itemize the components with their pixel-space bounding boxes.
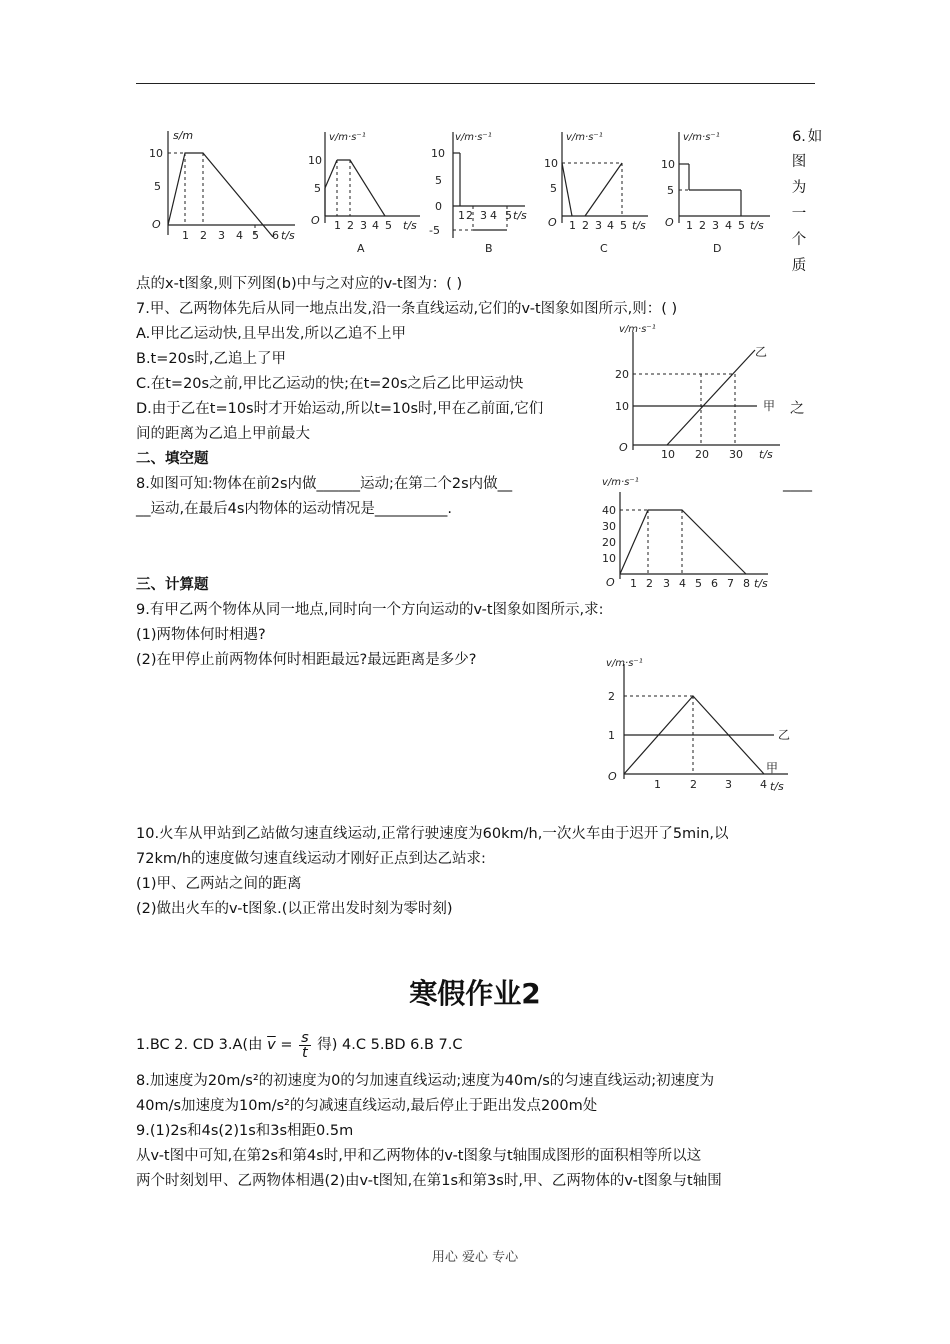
answer-9-line3: 两个时刻划甲、乙两物体相遇(2)由v-t图知,在第1s和第3s时,甲、乙两物体的v-t图象与t轴围 [136, 1173, 722, 1189]
ylabel: v/m·s⁻¹ [455, 132, 492, 143]
ytick: 30 [602, 520, 616, 533]
xtick: 10 [661, 448, 675, 461]
xtick: 1 [654, 778, 661, 791]
q10-line1: 10.火车从甲站到乙站做匀速直线运动,正常行驶速度为60km/h,一次火车由于迟开了5min,以 [136, 826, 729, 842]
ytick: 20 [615, 368, 629, 381]
xtick: 1 [458, 209, 465, 222]
q9-part1: (1)两物体何时相遇? [136, 627, 266, 643]
equals: = [280, 1037, 293, 1053]
origin: O [665, 216, 674, 229]
q7-option-d-cont: 间的距离为乙追上甲前最大 [136, 426, 310, 442]
caption: D [713, 242, 722, 255]
ytick: 10 [544, 157, 558, 170]
q7-option-a: A.甲比乙运动快,且早出发,所以乙追不上甲 [136, 326, 406, 342]
xtick: 4 [679, 577, 686, 590]
origin: O [608, 770, 617, 783]
graph-D [655, 128, 780, 258]
graph-B [425, 128, 535, 258]
ylabel: v/m·s⁻¹ [683, 132, 720, 143]
answer-9-line1: 9.(1)2s和4s(2)1s和3s相距0.5m [136, 1123, 354, 1139]
xtick: 3 [480, 209, 487, 222]
xtick: 6 [711, 577, 718, 590]
xtick: 5 [620, 219, 627, 232]
xtick: 5 [385, 219, 392, 232]
ytick: 5 [550, 182, 557, 195]
caption: C [600, 242, 608, 255]
xtick: 6 [272, 229, 279, 242]
xtick: 2 [699, 219, 706, 232]
xtick: 8 [743, 577, 750, 590]
origin: O [152, 218, 161, 231]
q6-line2: 点的x-t图象,则下列图(b)中与之对应的v-t图为：( ) [136, 276, 463, 292]
xlabel: t/s [403, 219, 417, 232]
answer-8-line2: 40m/s加速度为10m/s²的匀减速直线运动,最后停止于距出发点200m处 [136, 1098, 598, 1114]
xtick: 1 [569, 219, 576, 232]
xtick: 5 [505, 209, 512, 222]
ytick: 40 [602, 504, 616, 517]
ylabel: v/m·s⁻¹ [602, 477, 639, 488]
xtick: 3 [218, 229, 225, 242]
label-yi: 乙 [778, 728, 791, 742]
ytick: 10 [149, 147, 163, 160]
ytick: 10 [602, 552, 616, 565]
xtick: 30 [729, 448, 743, 461]
ytick: 20 [602, 536, 616, 549]
q9-part2: (2)在甲停止前两物体何时相距最远?最远距离是多少? [136, 652, 477, 668]
caption: A [357, 242, 365, 255]
fraction [299, 1031, 311, 1060]
xtick: 4 [490, 209, 497, 222]
ytick: 0 [435, 200, 442, 213]
q6-vchar: 图 [791, 154, 807, 170]
xlabel: t/s [770, 780, 784, 793]
xtick: 5 [252, 229, 259, 242]
ytick: 5 [154, 180, 161, 193]
q6-vchar: 6. [792, 129, 806, 145]
xtick: 1 [686, 219, 693, 232]
xlabel: t/s [632, 219, 646, 232]
q7-option-c: C.在t=20s之前,甲比乙运动的快;在t=20s之后乙比甲运动快 [136, 376, 524, 392]
q6-vchar: 为 [791, 180, 807, 196]
answers-part-a: 1.BC 2. CD 3.A(由 [136, 1037, 263, 1053]
answers-part-b: 得) 4.C 5.BD 6.B 7.C [317, 1037, 463, 1053]
xtick: 4 [725, 219, 732, 232]
xtick: 1 [334, 219, 341, 232]
xtick: 3 [712, 219, 719, 232]
ytick: 10 [431, 147, 445, 160]
xtick: 3 [595, 219, 602, 232]
q8-line1-tail: ____ [783, 476, 812, 492]
fraction-den: t [302, 1044, 308, 1061]
q10-line2: 72km/h的速度做匀速直线运动才刚好正点到达乙站求: [136, 851, 486, 867]
page-footer: 用心 爱心 专心 [431, 1250, 519, 1265]
ylabel: v/m·s⁻¹ [606, 658, 643, 669]
xtick: 2 [646, 577, 653, 590]
origin: O [548, 216, 557, 229]
fraction-num: s [301, 1029, 309, 1046]
xtick: 4 [236, 229, 243, 242]
q9-graph [598, 654, 798, 794]
xtick: 2 [466, 209, 473, 222]
label-yi: 乙 [755, 345, 768, 359]
q6-vchar: 个 [791, 232, 807, 248]
graph-C [540, 128, 650, 258]
xtick: 7 [727, 577, 734, 590]
q6-vchar: 如 [807, 129, 823, 145]
ytick: 5 [667, 184, 674, 197]
caption: B [485, 242, 493, 255]
xtick: 2 [200, 229, 207, 242]
ylabel: v/m·s⁻¹ [329, 132, 366, 143]
answer-8-line1: 8.加速度为20m/s²的初速度为0的匀加速直线运动;速度为40m/s的匀速直线运动;初速度为 [136, 1073, 715, 1089]
q6-vchar: 质 [791, 258, 807, 274]
header-rule [136, 83, 815, 84]
section-calc: 三、计算题 [136, 577, 209, 593]
q8-graph [598, 474, 773, 592]
q9-stem: 9.有甲乙两个物体从同一地点,同时向一个方向运动的v-t图象如图所示,求: [136, 602, 604, 618]
graph-xt [140, 125, 300, 250]
xtick: 3 [360, 219, 367, 232]
ytick: 5 [314, 182, 321, 195]
xtick: 4 [760, 778, 767, 791]
xlabel: t/s [759, 448, 773, 461]
q7-graph [605, 320, 785, 462]
xtick: 20 [695, 448, 709, 461]
q10-part2: (2)做出火车的v-t图象.(以正常出发时刻为零时刻) [136, 901, 453, 917]
xtick: 2 [690, 778, 697, 791]
xlabel: t/s [754, 577, 768, 590]
q6-vchar: 一 [791, 206, 807, 222]
xtick: 1 [630, 577, 637, 590]
ytick: 1 [608, 729, 615, 742]
xtick: 5 [695, 577, 702, 590]
q7-option-d: D.由于乙在t=10s时才开始运动,所以t=10s时,甲在乙前面,它们 [136, 401, 544, 417]
xlabel: t/s [281, 229, 295, 242]
ylabel: v/m·s⁻¹ [566, 132, 603, 143]
graph-A [305, 128, 425, 258]
section-fill-blank: 二、填空题 [136, 451, 209, 467]
ytick: 10 [661, 158, 675, 171]
q7-stem: 7.甲、乙两物体先后从同一地点出发,沿一条直线运动,它们的v-t图象如图所示,则：( ) [136, 301, 678, 317]
xtick: 3 [663, 577, 670, 590]
q7-option-d-tail: 之 [790, 401, 805, 417]
ytick: 10 [615, 400, 629, 413]
ytick: 2 [608, 690, 615, 703]
origin: O [619, 441, 628, 454]
v-bar: $\overline{v}$ [267, 1037, 276, 1053]
q8-line1: 8.如图可知:物体在前2s内做______运动;在第二个2s内做__ [136, 476, 513, 492]
label-jia: 甲 [763, 399, 776, 413]
xtick: 5 [738, 219, 745, 232]
label-jia: 甲 [766, 761, 779, 775]
ylabel: v/m·s⁻¹ [619, 324, 656, 335]
q10-part1: (1)甲、乙两站之间的距离 [136, 876, 302, 892]
answer-9-line2: 从v-t图中可知,在第2s和第4s时,甲和乙两物体的v-t图象与t轴围成图形的面积相等所以这 [136, 1148, 702, 1164]
q7-option-b: B.t=20s时,乙追上了甲 [136, 351, 287, 367]
xtick: 2 [347, 219, 354, 232]
ytick: -5 [429, 224, 440, 237]
answers-line1 [136, 1030, 463, 1060]
origin: O [311, 214, 320, 227]
ytick: 10 [308, 154, 322, 167]
xtick: 2 [582, 219, 589, 232]
ytick: 5 [435, 174, 442, 187]
xtick: 3 [725, 778, 732, 791]
xtick: 1 [182, 229, 189, 242]
q8-line2: __运动,在最后4s内物体的运动情况是__________. [136, 501, 452, 517]
page-title: 寒假作业2 [409, 977, 541, 1010]
xtick: 4 [372, 219, 379, 232]
xtick: 4 [607, 219, 614, 232]
ylabel-s: s/m [173, 129, 194, 142]
origin: O [606, 576, 615, 589]
xlabel: t/s [750, 219, 764, 232]
xlabel: t/s [513, 209, 527, 222]
